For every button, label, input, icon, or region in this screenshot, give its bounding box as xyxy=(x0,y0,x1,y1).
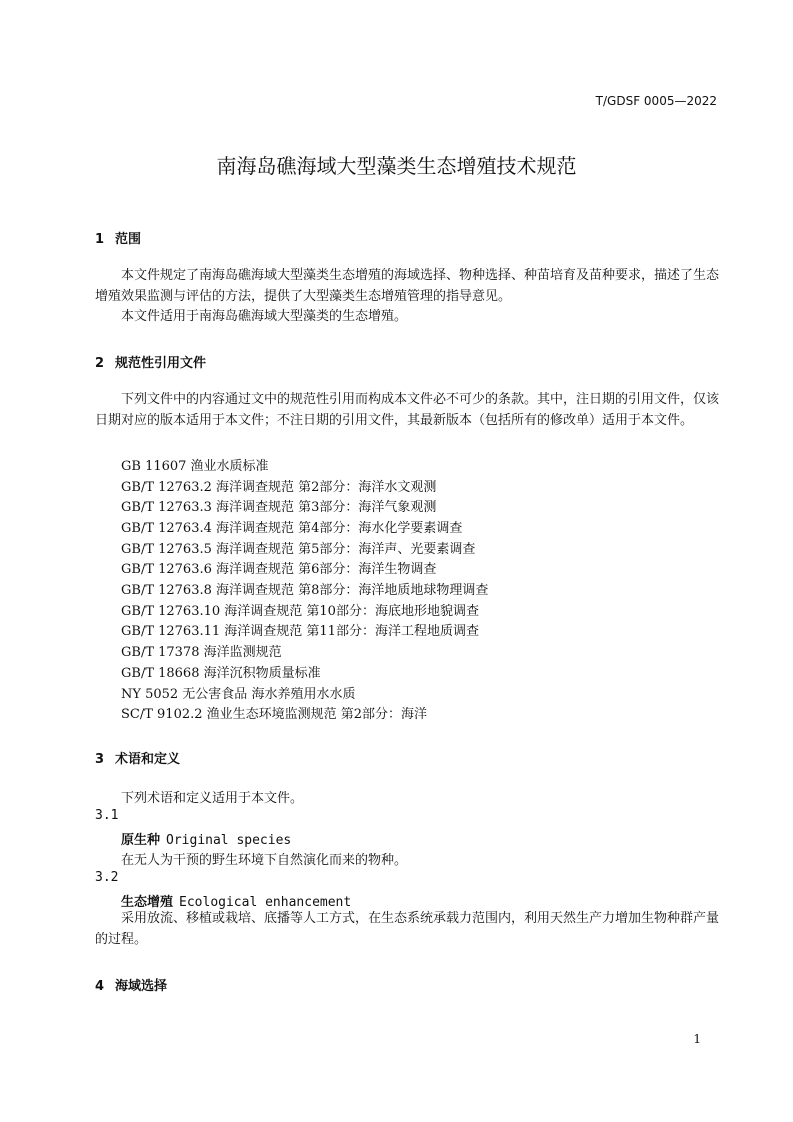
section-title: 术语和定义 xyxy=(115,752,181,767)
term-english: Ecological enhancement xyxy=(179,895,352,910)
scope-paragraph-2: 本文件适用于南海岛礁海域大型藻类的生态增殖。 xyxy=(121,309,408,324)
term-number: 3.2 xyxy=(95,870,119,885)
term-chinese: 生态增殖 xyxy=(121,895,174,910)
document-code: T/GDSF 0005—2022 xyxy=(595,94,717,108)
reference-item: GB/T 12763.11 海洋调查规范 第11部分：海洋工程地质调查 xyxy=(121,624,479,639)
term-definition: 在无人为干预的野生环境下自然演化而来的物种。 xyxy=(121,853,408,868)
reference-item: GB/T 12763.6 海洋调查规范 第6部分：海洋生物调查 xyxy=(121,562,437,577)
section-number: 3 xyxy=(95,752,105,767)
section-title: 海域选择 xyxy=(115,979,168,994)
reference-item: GB 11607 渔业水质标准 xyxy=(121,459,269,474)
section-number: 1 xyxy=(95,232,105,247)
term-heading xyxy=(121,829,291,848)
reference-item: GB/T 18668 海洋沉积物质量标准 xyxy=(121,666,321,681)
term-number: 3.1 xyxy=(95,808,119,823)
page-number: 1 xyxy=(693,1032,701,1046)
term-english: Original species xyxy=(166,833,292,848)
reference-item: GB/T 12763.4 海洋调查规范 第4部分：海水化学要素调查 xyxy=(121,521,463,536)
term-chinese: 原生种 xyxy=(121,833,161,848)
section-number: 4 xyxy=(95,979,105,994)
section-heading-references xyxy=(95,352,206,371)
scope-paragraph-1: 本文件规定了南海岛礁海域大型藻类生态增殖的海域选择、物种选择、种苗培育及苗种要求，描述了生态增殖效果监测与评估的方法，提供了大型藻类生态增殖管理的指导意见。 xyxy=(95,268,720,304)
section-number: 2 xyxy=(95,356,105,371)
section-heading-sea-area-selection xyxy=(95,975,167,994)
terms-intro: 下列术语和定义适用于本文件。 xyxy=(121,791,304,806)
term-heading xyxy=(121,891,351,910)
reference-item: GB/T 12763.10 海洋调查规范 第10部分：海底地形地貌调查 xyxy=(121,604,479,619)
reference-item: GB/T 17378 海洋监测规范 xyxy=(121,645,282,660)
section-title: 规范性引用文件 xyxy=(115,356,207,371)
reference-item: GB/T 12763.5 海洋调查规范 第5部分：海洋声、光要素调查 xyxy=(121,542,476,557)
reference-item: GB/T 12763.3 海洋调查规范 第3部分：海洋气象观测 xyxy=(121,500,437,515)
reference-item: GB/T 12763.2 海洋调查规范 第2部分：海洋水文观测 xyxy=(121,480,437,495)
document-title: 南海岛礁海域大型藻类生态增殖技术规范 xyxy=(216,154,577,178)
reference-item: NY 5052 无公害食品 海水养殖用水水质 xyxy=(121,687,356,702)
section-title: 范围 xyxy=(115,232,142,247)
section-heading-terms xyxy=(95,748,180,767)
term-definition: 采用放流、移植或栽培、底播等人工方式，在生态系统承载力范围内，利用天然生产力增加生物种群产量的过程。 xyxy=(95,911,720,947)
section-heading-scope xyxy=(95,228,141,247)
reference-item: SC/T 9102.2 渔业生态环境监测规范 第2部分：海洋 xyxy=(121,707,428,722)
references-intro: 下列文件中的内容通过文中的规范性引用而构成本文件必不可少的条款。其中，注日期的引用文件，仅该日期对应的版本适用于本文件；不注日期的引用文件，其最新版本（包括所有的修改单）适用于本文件。 xyxy=(95,392,720,428)
reference-item: GB/T 12763.8 海洋调查规范 第8部分：海洋地质地球物理调查 xyxy=(121,583,489,598)
